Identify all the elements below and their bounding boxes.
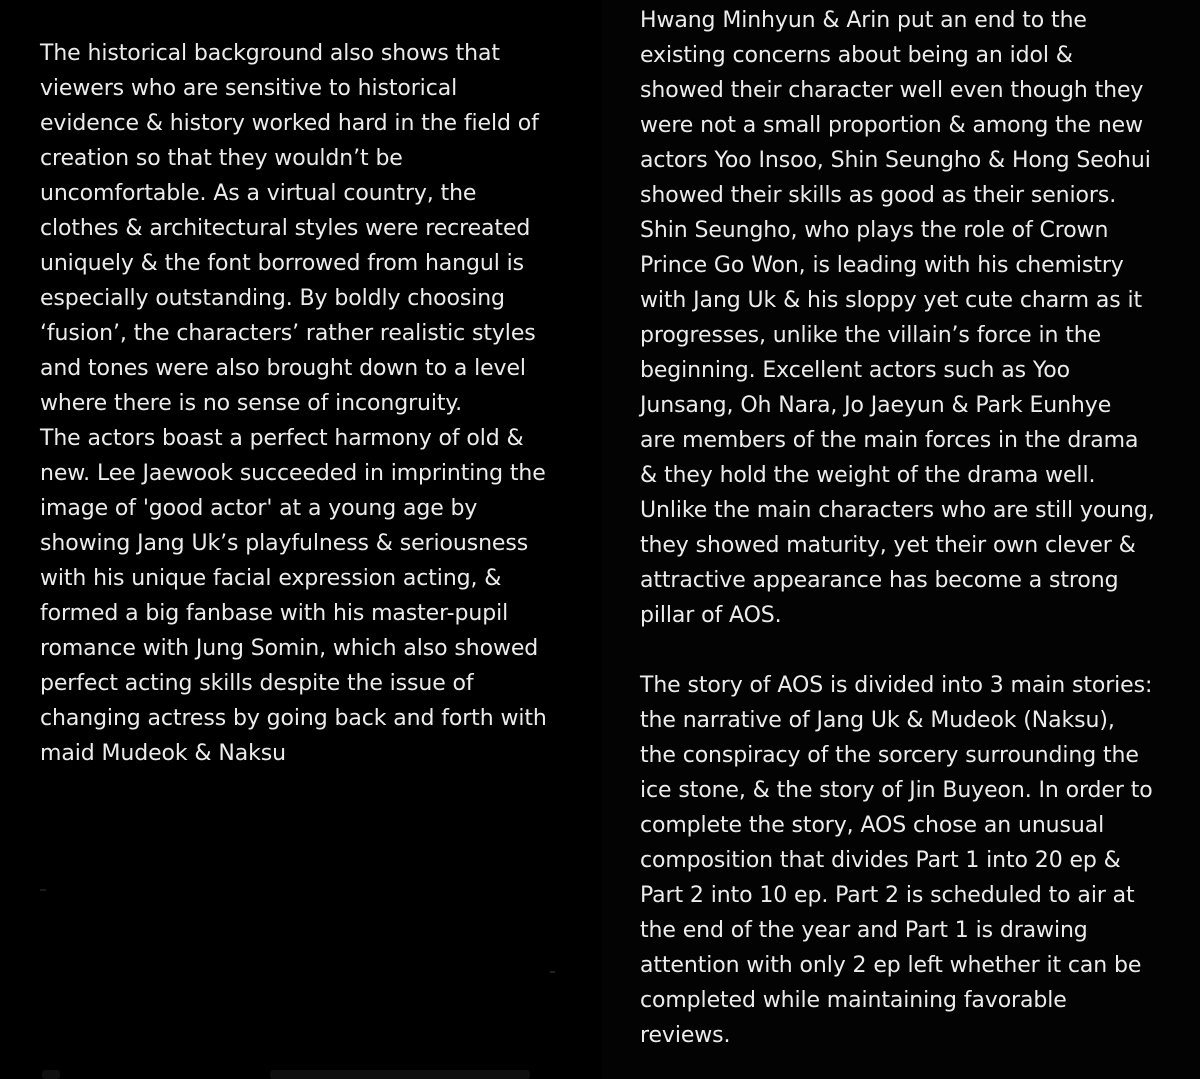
text-line: changing actress by going back and forth with xyxy=(40,706,547,731)
text-line: completed while maintaining favorable xyxy=(640,988,1067,1013)
text-line: complete the story, AOS chose an unusual xyxy=(640,813,1105,838)
text-line: evidence & history worked hard in the field of xyxy=(40,111,539,136)
text-line: with his unique facial expression acting, & xyxy=(40,566,502,591)
text-line: attention with only 2 ep left whether it can be xyxy=(640,953,1142,978)
text-line: showed their character well even though they xyxy=(640,78,1144,103)
text-line: The actors boast a perfect harmony of old & xyxy=(40,426,524,451)
text-line: reviews. xyxy=(640,1023,731,1048)
text-line: the end of the year and Part 1 is drawing xyxy=(640,918,1088,943)
text-line: Part 2 into 10 ep. Part 2 is scheduled to air at xyxy=(640,883,1135,908)
text-line: & they hold the weight of the drama well. xyxy=(640,463,1096,488)
text-line: showing Jang Uk’s playfulness & seriousness xyxy=(40,531,529,556)
right-article-text xyxy=(640,3,1155,1053)
left-text-panel xyxy=(0,0,592,1079)
text-line: showed their skills as good as their seniors. xyxy=(640,183,1117,208)
text-line: Unlike the main characters who are still young, xyxy=(640,498,1155,523)
text-line: the conspiracy of the sorcery surrounding the xyxy=(640,743,1139,768)
text-line: the narrative of Jang Uk & Mudeok (Naksu), xyxy=(640,708,1115,733)
text-line: and tones were also brought down to a level xyxy=(40,356,526,381)
text-line: ice stone, & the story of Jin Buyeon. In order to xyxy=(640,778,1153,803)
text-line: Junsang, Oh Nara, Jo Jaeyun & Park Eunhye xyxy=(640,393,1112,418)
text-line: composition that divides Part 1 into 20 ep & xyxy=(640,848,1121,873)
faint-artifact-mark xyxy=(40,889,46,891)
text-line: The story of AOS is divided into 3 main stories: xyxy=(640,673,1153,698)
text-line: progresses, unlike the villain’s force in the xyxy=(640,323,1102,348)
faint-artifact-mark xyxy=(550,971,555,973)
text-line: image of 'good actor' at a young age by xyxy=(40,496,478,521)
text-line: clothes & architectural styles were recreated xyxy=(40,216,531,241)
text-line: creation so that they wouldn’t be xyxy=(40,146,403,171)
text-line: pillar of AOS. xyxy=(640,603,782,628)
text-line: viewers who are sensitive to historical xyxy=(40,76,458,101)
paragraph-gap xyxy=(640,633,1155,668)
text-line: with Jang Uk & his sloppy yet cute charm as it xyxy=(640,288,1143,313)
text-line: Hwang Minhyun & Arin put an end to the xyxy=(640,8,1087,33)
text-line: where there is no sense of incongruity. xyxy=(40,391,463,416)
ghost-text-fragment xyxy=(42,1070,60,1079)
text-line: actors Yoo Insoo, Shin Seungho & Hong Seohui xyxy=(640,148,1151,173)
text-line: attractive appearance has become a strong xyxy=(640,568,1119,593)
text-line: were not a small proportion & among the new xyxy=(640,113,1143,138)
text-line: The historical background also shows that xyxy=(40,41,500,66)
text-line: uncomfortable. As a virtual country, the xyxy=(40,181,477,206)
text-line: new. Lee Jaewook succeeded in imprinting the xyxy=(40,461,546,486)
text-line: are members of the main forces in the drama xyxy=(640,428,1139,453)
faint-bottom-text-ghost xyxy=(40,1066,560,1079)
text-line: they showed maturity, yet their own clever & xyxy=(640,533,1136,558)
text-line: especially outstanding. By boldly choosing xyxy=(40,286,505,311)
right-text-panel xyxy=(602,0,1200,1079)
text-line: uniquely & the font borrowed from hangul is xyxy=(40,251,525,276)
text-line: maid Mudeok & Naksu xyxy=(40,741,286,766)
text-line: Prince Go Won, is leading with his chemistry xyxy=(640,253,1124,278)
text-line: formed a big fanbase with his master-pupil xyxy=(40,601,509,626)
text-line: ‘fusion’, the characters’ rather realistic styles xyxy=(40,321,536,346)
text-line: existing concerns about being an idol & xyxy=(640,43,1073,68)
text-line: beginning. Excellent actors such as Yoo xyxy=(640,358,1071,383)
text-line: Shin Seungho, who plays the role of Crown xyxy=(640,218,1109,243)
ghost-text-fragment xyxy=(270,1070,530,1079)
text-line: perfect acting skills despite the issue of xyxy=(40,671,474,696)
left-article-text xyxy=(40,36,547,771)
text-line: romance with Jung Somin, which also showed xyxy=(40,636,539,661)
